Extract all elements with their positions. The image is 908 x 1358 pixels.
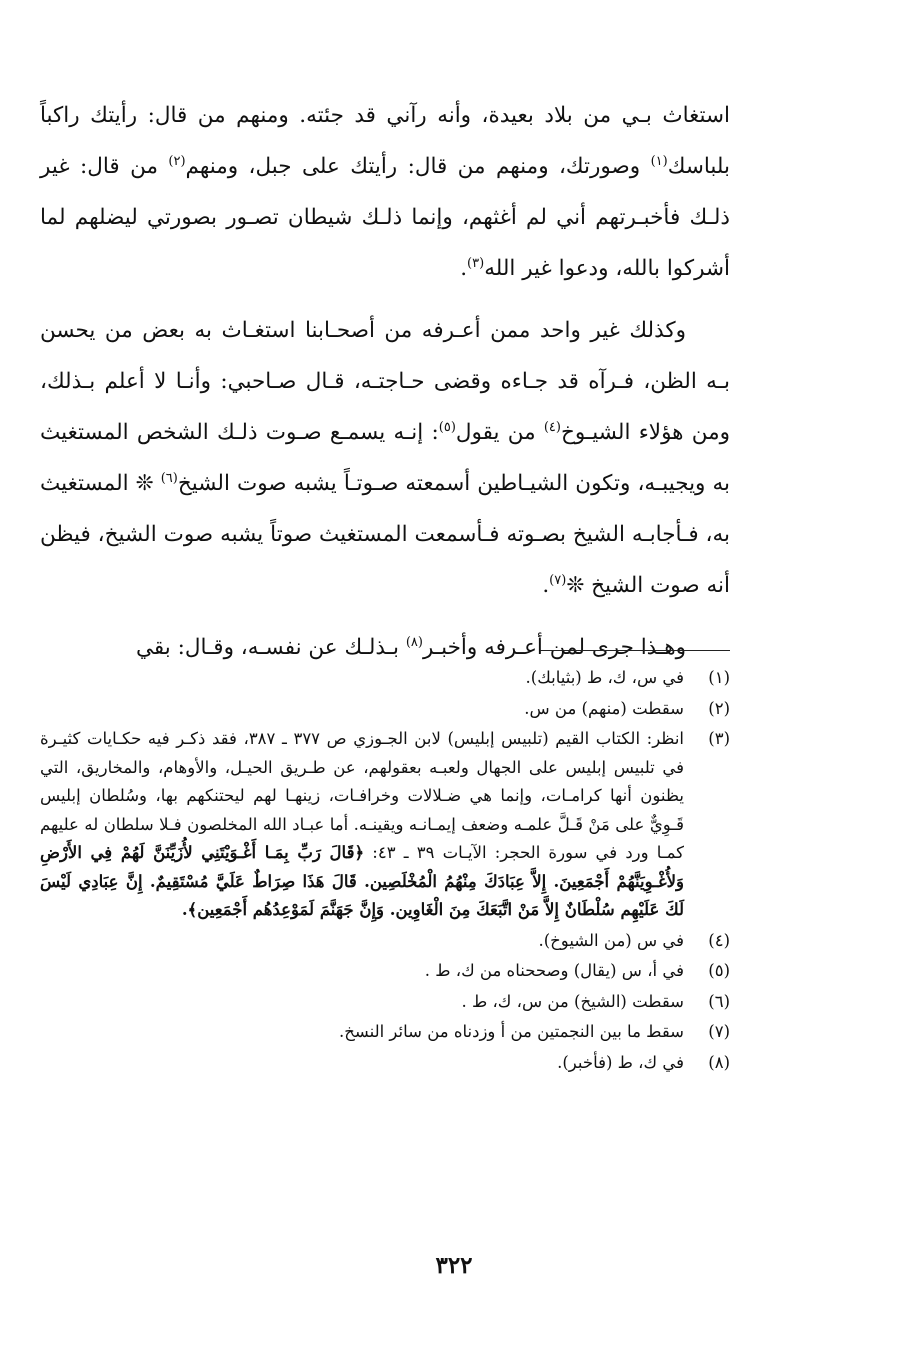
paragraph-2 <box>40 305 730 611</box>
text-run: : إنـه يسمـع صـوت ذلـك الشخص المستغيث به ويجيبـه، وتكون الشيـاطين أسمعته صـوتـاً يشبه صوت الشيخ <box>40 420 730 496</box>
footnote-body: انظر: الكتاب القيم (تلبيس إبليس) لابن الجـوزي ص ٣٧٧ ـ ٣٨٧، فقد ذكـر فيه حكـايات كثيـرة في تلبيس إبليس على الجهال ولعبـه بعقولهم، عن طـريق الحيـل، والأوهام، والمخاريق، التي يظنون أنها كرامـات، وإنما هي ضـلالات وخرافـات، زينهـا لهم ليحتنكهم بها، وسُلطان إبليس قَـوِيٌّ على مَنْ قَـلَّ علمـه وضعف إيمـانـه ويقينـه. أما عبـاد الله المخلصون فـلا سلطان له عليهم كمـا ورد في سورة الحجر: الآيـات ٣٩ ـ ٤٣: <box>40 729 685 862</box>
footnote-text: سقطت (منهم) من س. <box>524 698 684 718</box>
footnote-5 <box>40 957 730 986</box>
footnote-text: في س، ك، ط (بثيابك). <box>525 668 684 687</box>
footnote-ref: (٣) <box>467 255 485 271</box>
text-run: بـذلـك عن نفسـه، وقـال: بقي <box>135 635 406 660</box>
text-run: وهـذا جرى لمن أعـرفه وأخبـر <box>422 635 686 660</box>
quran-verse: ﴿قَالَ رَبِّ بِمَـا أَغْـوَيْتَنِي لأُزَيِّنَنَّ لَهُمْ فِي الأَرْضِ وَلأُغْـوِيَنَّهُمْ أَجْمَعِينَ. إِلاَّ عِبَادَكَ مِنْهُمُ الْمُخْلَصِين. قَالَ هَذَا صِرَاطٌ عَلَيَّ مُسْتَقِيمٌ. إِنَّ عِبَادِي لَيْسَ لَكَ عَلَيْهِم سُلْطَانٌ إِلاَّ مَنْ اتَّبَعَكَ مِنَ الْغَاوِين. وَإِنَّ جَهَنَّمَ لَمَوْعِدُهُم أَجْمَعِين﴾. <box>40 843 684 919</box>
text-run: استغاث بـي من بلاد بعيدة، وأنه رآني قد جئته. ومنهم من قال: رأيتك راكباً بلباسك <box>40 103 730 179</box>
footnote-text: سقطت (الشيخ) من س، ك، ط . <box>461 991 684 1011</box>
footnote-ref: (٢) <box>168 153 186 169</box>
footnote-separator <box>540 650 730 651</box>
text-run: . <box>542 573 550 598</box>
text-run: وصورتك، ومنهم من قال: رأيتك على جبل، ومنهم <box>185 154 651 179</box>
text-run: . <box>460 256 468 281</box>
footnote-number: (٢) <box>708 698 730 718</box>
footnote-ref: (١) <box>650 153 668 169</box>
footnote-2 <box>40 695 730 724</box>
footnote-ref: (٥) <box>438 419 456 435</box>
text-run: من يقول <box>455 420 544 445</box>
footnote-ref: (٧) <box>549 572 567 588</box>
footnote-ref: (٤) <box>543 419 561 435</box>
footnote-1 <box>40 664 730 693</box>
paragraph-1 <box>40 90 730 294</box>
text-run: ❊ المستغيث به، فـأجابـه الشيخ بصـوته فـأسمعت المستغيث صوتاً يشبه صوت الشيخ، فيظن أنه صوت الشيخ ❊ <box>40 471 730 598</box>
footnote-text: في أ، س (يقال) وصححناه من ك، ط . <box>424 961 684 980</box>
footnote-number: (٨) <box>708 1052 730 1072</box>
footnote-4 <box>40 927 730 956</box>
main-text <box>40 90 730 684</box>
footnote-number: (٣) <box>708 729 730 748</box>
footnote-ref: (٨) <box>405 634 423 650</box>
footnote-ref: (٦) <box>160 470 178 486</box>
footnotes <box>40 664 730 1079</box>
page-number: ٣٢٢ <box>435 1252 473 1279</box>
text-run: من قال: غير ذلـك فأخبـرتهم أني لم أغثهم، وإنما ذلـك شيطان تصـور بصورتي ليضلهم لما أشركوا بالله، ودعوا غير الله <box>40 154 730 281</box>
footnote-number: (٦) <box>708 991 730 1011</box>
footnote-3 <box>40 725 730 925</box>
footnote-number: (٧) <box>708 1022 730 1041</box>
footnote-text: سقط ما بين النجمتين من أ وزدناه من سائر النسخ. <box>338 1022 684 1041</box>
footnote-7 <box>40 1018 730 1047</box>
text-run: وكذلك غير واحد ممن أعـرفه من أصحـابنا استغـاث به بعض من يحسن بـه الظن، فـرآه قد جـاءه وقضى حـاجتـه، قـال صـاحبي: وأنـا لا أعلم بـذلك، ومن هؤلاء الشيـوخ <box>40 318 731 445</box>
footnote-6 <box>40 988 730 1017</box>
footnote-text <box>40 725 684 925</box>
footnote-text: في س (من الشيوخ). <box>538 930 684 950</box>
footnote-text: في ك، ط (فأخبر). <box>557 1052 684 1072</box>
footnote-number: (٥) <box>708 961 730 980</box>
footnote-8 <box>40 1049 730 1078</box>
footnote-number: (٤) <box>708 930 730 950</box>
footnote-number: (١) <box>708 668 730 687</box>
